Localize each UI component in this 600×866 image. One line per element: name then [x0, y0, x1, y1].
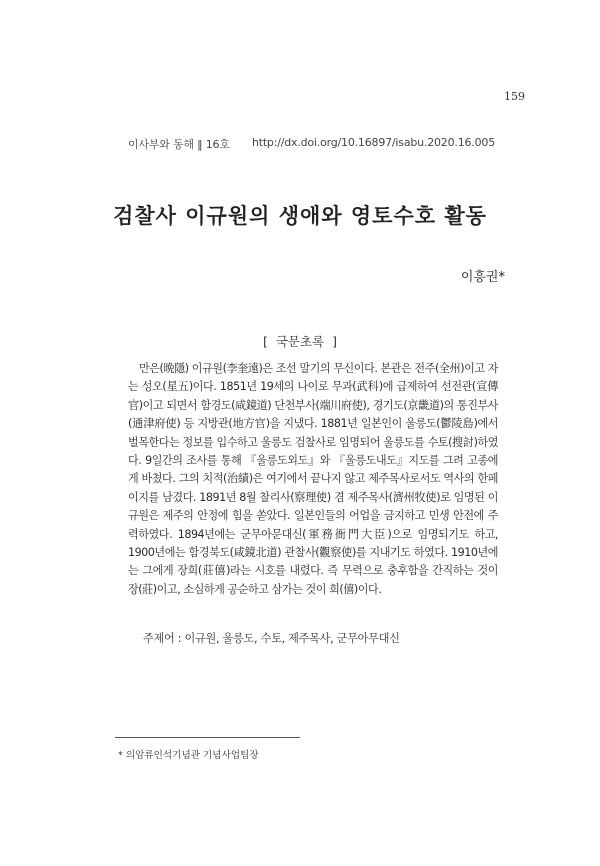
- abstract-body: [128, 360, 498, 599]
- abstract-paragraph: 만은(晩隱) 이규원(李奎遠)은 조선 말기의 무신이다. 본관은 전주(全州)이고 자는 성오(星五)이다. 1851년 19세의 나이로 무과(武科)에 급제하여 선전관(宣傳官)이고 되면서 함경도(咸鏡道) 단천부사(端川府使), 경기도(京畿道)의 통진부사(通津府使) 등 지방관(地方官)을 지냈다. 1881년 일본인이 울릉도(鬱陵島)에서 벌목한다는 정보를 입수하고 울릉도 검찰사로 임명되어 울릉도를 수토(搜討)하였다. 9일간의 조사를 통해 『울릉도외도』와 『울릉도내도』지도를 그려 고종에게 바쳤다. 그의 치적(治績)은 여기에서 끝나지 않고 제주목사로서도 역사의 한페이지를 남겼다. 1891년 8월 찰리사(察理使) 겸 제주목사(濟州牧使)로 임명된 이규원은 제주의 안정에 힘을 쏟았다. 일본인들의 어업을 금지하고 민생 안전에 주력하였다. 1894년에는 군무아문대신(軍務衙門大臣)으로 임명되기도 하고, 1900년에는 함경북도(咸鏡北道) 관찰사(觀察使)를 지내기도 하였다. 1910년에는 그에게 장희(莊僖)라는 시호를 내렸다. 즉 무력으로 충후함을 간직하는 것이 장(莊)이고, 소심하게 공순하고 삼가는 것이 희(僖)이다.: [128, 362, 498, 596]
- footnote-divider: [115, 737, 300, 738]
- keywords: 주제어 : 이규원, 울릉도, 수토, 제주목사, 군무아무대신: [143, 632, 400, 645]
- page-number: 159: [504, 90, 525, 103]
- author-name: 이흥권*: [460, 270, 505, 285]
- doi-link[interactable]: http://dx.doi.org/10.16897/isabu.2020.16.005: [251, 136, 495, 149]
- journal-name: 이사부와 동해 ‖ 16호: [128, 138, 230, 151]
- running-head: [128, 136, 495, 152]
- author-footnote: * 의암류인석기념관 기념사업팀장: [118, 750, 259, 761]
- abstract-heading: [ 국문초록 ]: [262, 334, 337, 349]
- article-title: 검찰사 이규원의 생애와 영토수호 활동: [113, 204, 487, 228]
